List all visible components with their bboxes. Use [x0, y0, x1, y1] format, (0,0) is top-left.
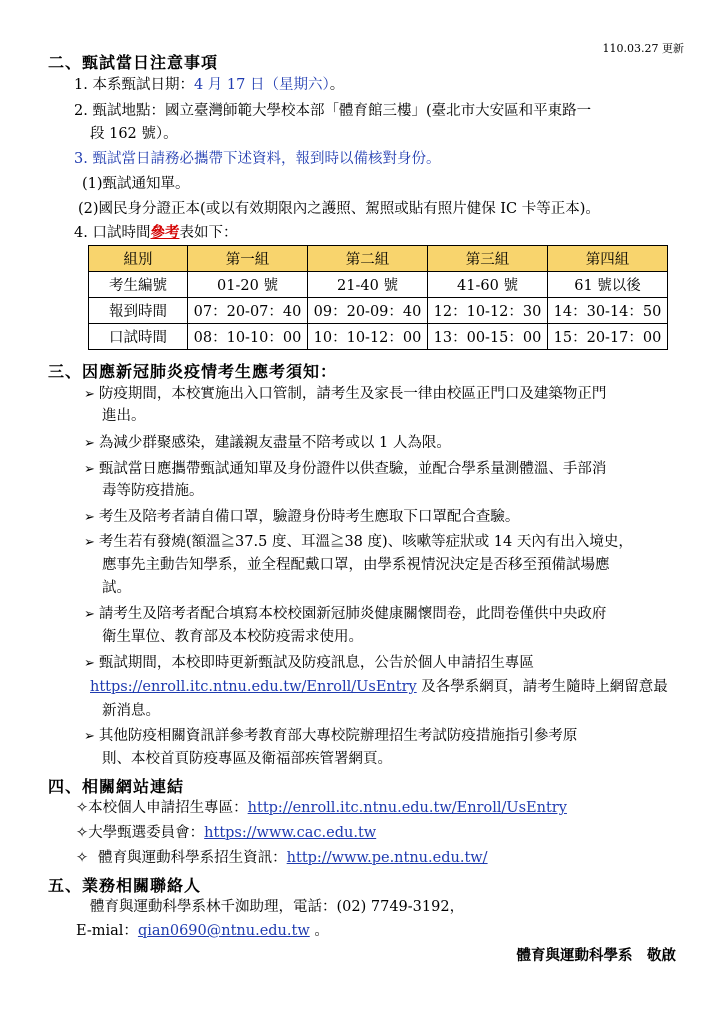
bullet-5-line-2: 應事先主動告知學系，並全程配戴口罩，由學系視情況決定是否移至預備試場應 [102, 557, 610, 573]
enroll-link[interactable]: https://enroll.itc.ntnu.edu.tw/Enroll/UsEntry [90, 679, 417, 695]
bullet-text: 其他防疫相關資訊詳參考教育部大專校院辦理招生考試防疫措施指引參考原 [98, 728, 578, 744]
email-line [76, 920, 329, 942]
link-label: 本校個人申請招生專區： [88, 800, 248, 816]
arrow-icon: ➢ [84, 510, 95, 525]
bullet-2 [84, 432, 451, 455]
table-cell: 61 號以後 [548, 272, 668, 298]
bullet-6-line-2: 衛生單位、教育部及本校防疫需求使用。 [102, 629, 363, 645]
email-suffix: 。 [309, 923, 329, 939]
bullet-text: 防疫期間，本校實施出入口管制，請考生及家長一律由校區正門口及建築物正門 [98, 386, 607, 402]
item-3-sub-1: (1)甄試通知單。 [82, 176, 190, 192]
table-header-cell: 第三組 [428, 246, 548, 272]
item-1-prefix: 1. 本系甄試日期： [74, 77, 194, 93]
bullet-text: 考生及陪考者請自備口罩，驗證身份時考生應取下口罩配合查驗。 [98, 509, 520, 525]
bullet-1-line-1 [84, 383, 606, 406]
table-row [89, 272, 668, 298]
table-row [89, 298, 668, 324]
section-5-title: 五、業務相關聯絡人 [48, 876, 202, 895]
bullet-1-line-2: 進出。 [102, 408, 146, 424]
item-1-suffix: 。 [329, 77, 345, 93]
link-label: 大學甄選委員會： [88, 825, 205, 841]
star-icon: ✧ [76, 800, 89, 816]
bullet-5-line-3: 試。 [102, 580, 131, 596]
link-label: 體育與運動科學系招生資訊： [98, 850, 287, 866]
bullet-3-line-1 [84, 458, 606, 481]
email-label: E-mial： [76, 923, 138, 939]
link-row-2 [76, 822, 376, 844]
table-cell: 21-40 號 [308, 272, 428, 298]
bullet-6-line-1 [84, 603, 606, 626]
table-cell: 12：10-12：30 [428, 298, 548, 324]
star-icon: ✧ [76, 825, 89, 841]
enroll-site-link[interactable]: http://enroll.itc.ntnu.edu.tw/Enroll/UsEntry [247, 800, 567, 816]
bullet-4 [84, 506, 519, 529]
arrow-icon: ➢ [84, 656, 95, 671]
item-4 [74, 222, 237, 244]
table-header-cell: 組別 [89, 246, 188, 272]
bullet-7-line-2 [90, 676, 668, 698]
contact-line: 體育與運動科學系林千洳助理，電話：(02) 7749-3192， [90, 899, 465, 915]
table-cell: 14：30-14：50 [548, 298, 668, 324]
table-cell: 口試時間 [89, 324, 188, 350]
table-cell: 考生編號 [89, 272, 188, 298]
update-note: 110.03.27 更新 [602, 42, 684, 55]
section-3-title: 三、因應新冠肺炎疫情考生應考須知： [48, 362, 338, 381]
bullet-7-line-1 [84, 652, 534, 675]
bullet-text: 請考生及陪考者配合填寫本校校園新冠肺炎健康關懷問卷，此問卷僅供中央政府 [98, 606, 607, 622]
item-2-line-1: 2. 甄試地點：國立臺灣師範大學校本部「體育館三樓」(臺北市大安區和平東路一 [74, 103, 592, 119]
item-4-suffix: 表如下： [179, 225, 238, 241]
link-row-3 [76, 847, 488, 869]
cac-link[interactable]: https://www.cac.edu.tw [204, 825, 377, 841]
table-cell: 41-60 號 [428, 272, 548, 298]
item-4-prefix: 4. 口試時間 [74, 225, 151, 241]
item-2-line-2: 段 162 號）。 [90, 126, 178, 142]
table-cell: 10：10-12：00 [308, 324, 428, 350]
table-header-cell: 第一組 [188, 246, 308, 272]
table-cell: 報到時間 [89, 298, 188, 324]
item-3-sub-2: (2)國民身分證正本(或以有效期限內之護照、駕照或貼有照片健保 IC 卡等正本)。 [78, 201, 600, 217]
star-icon: ✧ [76, 850, 89, 866]
item-4-highlight: 參考 [150, 224, 180, 241]
bullet-text: 為減少群聚感染，建議親友盡量不陪考或以 1 人為限。 [98, 435, 451, 451]
table-header-cell: 第二組 [308, 246, 428, 272]
arrow-icon: ➢ [84, 387, 95, 402]
section-2-title: 二、甄試當日注意事項 [48, 53, 219, 72]
bullet-7-line-3: 新消息。 [102, 703, 160, 719]
bullet-8-line-1 [84, 725, 577, 748]
table-header-cell: 第四組 [548, 246, 668, 272]
table-cell: 13：00-15：00 [428, 324, 548, 350]
arrow-icon: ➢ [84, 729, 95, 744]
table-row [89, 324, 668, 350]
bullet-text: 及各學系網頁，請考生隨時上網留意最 [416, 679, 668, 695]
table-cell: 01-20 號 [188, 272, 308, 298]
table-cell: 08：10-10：00 [188, 324, 308, 350]
email-link[interactable]: qian0690@ntnu.edu.tw [137, 923, 310, 939]
section-4-title: 四、相關網站連結 [48, 777, 185, 796]
table-header-row [89, 246, 668, 272]
item-1 [74, 74, 344, 96]
bullet-5-line-1 [84, 531, 633, 554]
item-3: 3. 甄試當日請務必攜帶下述資料，報到時以備核對身份。 [74, 151, 441, 167]
arrow-icon: ➢ [84, 607, 95, 622]
table-cell: 15：20-17：00 [548, 324, 668, 350]
exam-date: 4 月 17 日（星期六） [193, 77, 330, 93]
bullet-text: 甄試當日應攜帶甄試通知單及身份證件以供查驗，並配合學系量測體溫、手部消 [98, 461, 607, 477]
signature: 體育與運動科學系 敬啟 [516, 947, 676, 964]
arrow-icon: ➢ [84, 436, 95, 451]
link-row-1 [76, 797, 567, 819]
arrow-icon: ➢ [84, 462, 95, 477]
schedule-table [88, 245, 668, 350]
table-cell: 09：20-09：40 [308, 298, 428, 324]
bullet-3-line-2: 毒等防疫措施。 [102, 483, 204, 499]
table-cell: 07：20-07：40 [188, 298, 308, 324]
pe-link[interactable]: http://www.pe.ntnu.edu.tw/ [286, 850, 488, 866]
arrow-icon: ➢ [84, 535, 95, 550]
bullet-text: 甄試期間，本校即時更新甄試及防疫訊息，公告於個人申請招生專區 [98, 655, 534, 671]
bullet-8-line-2: 則、本校首頁防疫專區及衛福部疾管署網頁。 [102, 751, 392, 767]
bullet-text: 考生若有發燒(額溫≧37.5 度、耳溫≧38 度)、咳嗽等症狀或 14 天內有出入境史， [98, 534, 633, 550]
